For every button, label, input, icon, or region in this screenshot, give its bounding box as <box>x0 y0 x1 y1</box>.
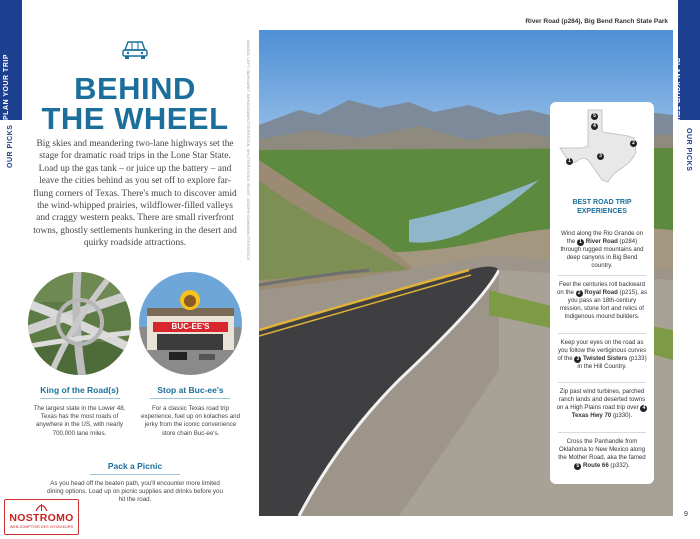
experience-4-num: 4 <box>640 405 647 412</box>
right-section-label: OUR PICKS <box>685 128 692 172</box>
experience-2-pre: Feel the centuries roll backward on the <box>556 281 646 297</box>
pick-2-text: For a classic Texas road trip experience, fuel up on kolaches and jerky from the iconic convenience store chain Buc-ee's. <box>140 405 241 437</box>
experience-1-name: River Road <box>585 238 618 246</box>
experience-3-num: 3 <box>574 356 581 363</box>
experience-3-post: (p133) in the Hill Country. <box>577 355 647 371</box>
experience-5 <box>556 438 648 470</box>
pick-2-rule <box>150 398 230 399</box>
map-marker-5: 5 <box>591 113 598 120</box>
intro-paragraph: Big skies and meandering two-lane highways set the stage for dramatic road trips in the Lone Star State. Load up the gas tank – or juice up the battery – and leave the cities behind as you set off to explore far-flung corners of Texas. There's much to discover amid the wind-whipped prairies, wildflower-filled valleys and craggy western peaks. There are small riverfront towns, ghostly settlements hunkering in the desert and quirky roadside attractions. <box>33 139 237 249</box>
pick-3-title: Pack a Picnic <box>107 461 163 471</box>
experience-5-num: 5 <box>574 463 581 470</box>
nostromo-logo <box>4 499 79 535</box>
car-icon <box>120 38 150 60</box>
experience-3-pre: Keep your eyes on the road as you follow the vertiginous curves of the <box>557 339 647 363</box>
right-side-tab <box>678 0 700 120</box>
experience-5-name: Route 66 <box>582 462 609 470</box>
box-divider-4 <box>558 432 646 433</box>
title-line-1: BEHIND <box>74 71 196 106</box>
article-title <box>40 71 230 136</box>
pick-1-rule <box>40 398 120 399</box>
experience-4-pre: Zip past wind turbines, parched ranch lands and deserted towns on a High Plains road trip over <box>556 388 646 412</box>
logo-name: NOSTROMO <box>9 512 74 524</box>
experience-1-pre: Wind along the Rio Grande on the <box>561 230 643 246</box>
page-number: 9 <box>684 511 688 518</box>
bucees-store-photo <box>139 272 242 375</box>
experience-2 <box>556 281 648 321</box>
experience-2-post: (p215), as you pass an 18th-century mission, stone fort and relics of Indigenous mound builders. <box>560 289 647 321</box>
store-sign: BUC-EE'S <box>171 322 210 331</box>
experience-5-post: (p332). <box>608 462 630 470</box>
experience-2-num: 2 <box>576 290 583 297</box>
map-marker-1: 1 <box>566 158 573 165</box>
map-marker-4: 4 <box>591 123 598 130</box>
experience-1 <box>556 230 648 270</box>
experience-5-pre: Cross the Panhandle from Oklahoma to New Mexico along the Mother Road, aka the famed <box>558 438 646 462</box>
experience-3 <box>556 339 648 371</box>
pick-2-title: Stop at Buc-ee's <box>157 385 224 395</box>
pick-1-text: The largest state in the Lower 48, Texas has the most roads of anywhere in the US, with nearly 700,000 lane miles. <box>33 405 126 437</box>
best-road-trip-box <box>550 102 654 484</box>
left-section-label: OUR PICKS <box>7 124 14 168</box>
highway-interchange-photo <box>28 272 131 375</box>
photo-caption: River Road (p284), Big Bend Ranch State Park <box>525 18 668 25</box>
pick-1-title: King of the Road(s) <box>40 385 119 395</box>
logo-emblem-icon <box>35 502 48 512</box>
box-divider-3 <box>558 382 646 383</box>
pick-3-rule <box>90 474 180 475</box>
map-marker-3: 3 <box>597 153 604 160</box>
experience-4-post: (p330). <box>611 412 633 420</box>
experience-2-name: Royal Road <box>584 289 618 297</box>
logo-tagline: WEB-COMPTOIR DES VOYAGEURS <box>9 525 74 529</box>
box-title-line-2: EXPERIENCES <box>577 208 627 215</box>
experience-4 <box>556 388 648 420</box>
experience-1-post: (p284) through rugged mountains and deep canyons in Big Bend country. <box>560 238 644 270</box>
photo-credit: IMAGES: LEFT: MARGARET JOHNSON/SHUTTERSTOCK; SHUTTERSTOCK; RIGHT: JOSEPH SOHM/SHUTTERSTOCK <box>246 40 251 261</box>
title-line-2: THE WHEEL <box>41 101 229 136</box>
box-title <box>550 198 654 216</box>
box-divider-1 <box>558 275 646 276</box>
experience-4-name: Texas Hwy 70 <box>571 412 612 420</box>
right-tab-label: PLAN YOUR TRIP <box>673 58 680 124</box>
box-divider-2 <box>558 333 646 334</box>
map-marker-2: 2 <box>630 140 637 147</box>
experience-3-name: Twisted Sisters <box>583 355 628 363</box>
experience-1-num: 1 <box>577 239 584 246</box>
box-title-line-1: BEST ROAD TRIP <box>572 199 632 206</box>
pick-3-text: As you head off the beaten path, you'll encounter more limited dining options. Load up on picnic supplies and drinks before you hit the road. <box>47 480 223 504</box>
left-tab-label: PLAN YOUR TRIP <box>3 54 10 120</box>
